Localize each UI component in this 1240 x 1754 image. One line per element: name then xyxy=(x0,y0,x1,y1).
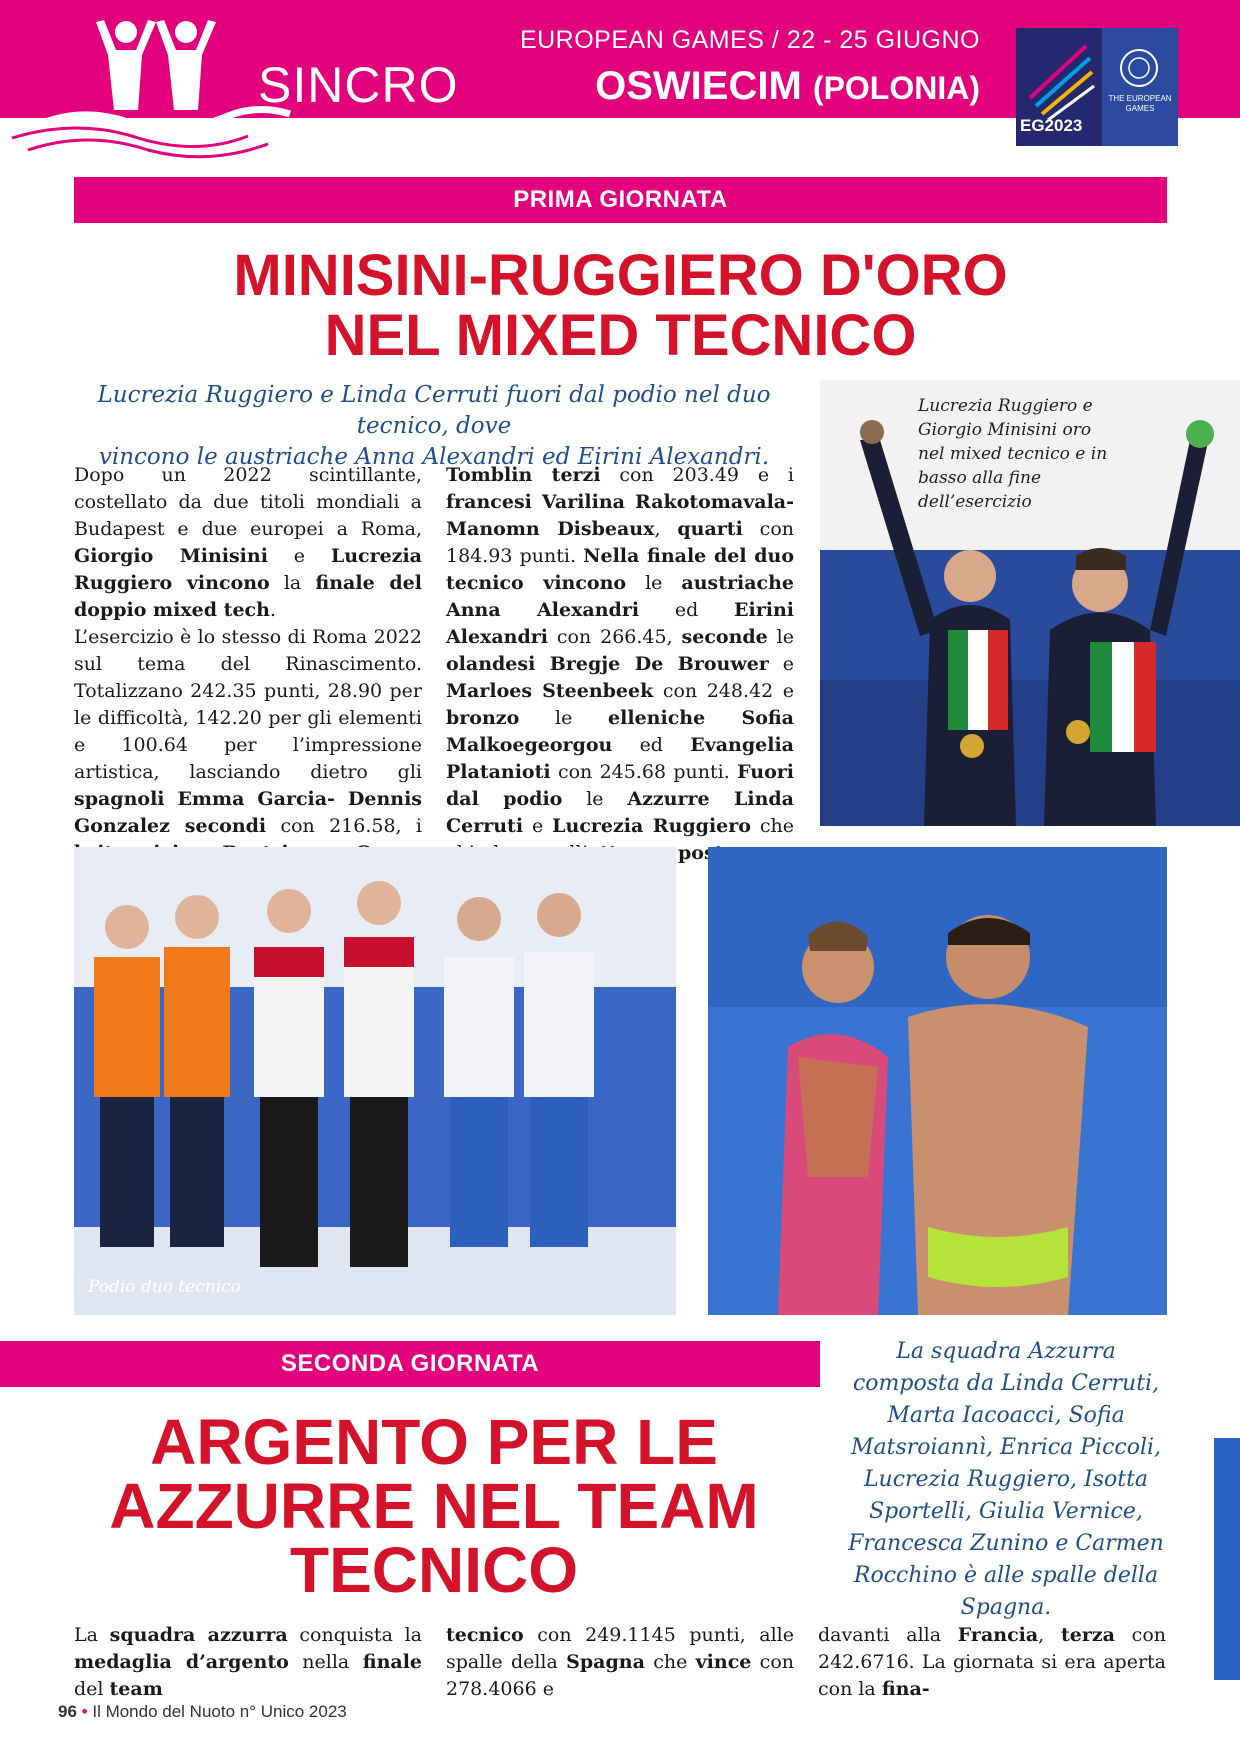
bold-text-run: team xyxy=(109,1678,163,1700)
day2-headline-line1: ARGENTO PER LE xyxy=(150,1406,718,1478)
text-run: le xyxy=(562,788,628,810)
sincro-logo xyxy=(8,10,298,160)
bold-text-run: Tomblin terzi xyxy=(446,464,601,486)
bold-text-run: francesi Varilina Rakotomavala-Manomn Disbeaux xyxy=(446,491,794,540)
bold-text-run: terza xyxy=(1060,1624,1115,1646)
day2-col2-paragraph xyxy=(446,1622,794,1703)
text-run: che xyxy=(759,815,795,837)
day1-column-2 xyxy=(446,462,794,894)
event-dates: EUROPEAN GAMES / 22 - 25 GIUGNO xyxy=(519,26,980,54)
day1-headline-line1: MINISINI-RUGGIERO D'ORO xyxy=(233,243,1008,308)
page-number: 96 xyxy=(58,1702,77,1721)
text-run: , xyxy=(654,518,678,540)
text-run: La xyxy=(74,1624,110,1646)
text-run: con 184.93 punti. xyxy=(446,518,794,567)
text-run: con 216.58, i xyxy=(266,815,422,837)
text-run: con 203.49 e i xyxy=(600,464,794,486)
text-run: del xyxy=(74,1678,110,1700)
text-run: . xyxy=(269,599,276,621)
text-run: davanti alla xyxy=(818,1624,958,1646)
bold-text-run: Nella finale del duo tecnico vincono xyxy=(446,545,794,594)
footer-separator: • xyxy=(81,1702,88,1721)
text-run: e xyxy=(768,653,794,675)
bold-text-run: tecnico xyxy=(446,1624,524,1646)
photo-gold-medalists xyxy=(820,380,1240,826)
bold-text-run: Eirini Alexandri xyxy=(446,599,794,648)
day2-col3-paragraph xyxy=(818,1622,1166,1703)
text-run: le xyxy=(519,707,609,729)
day2-column-3 xyxy=(818,1622,1166,1703)
day2-headline-line3: TECNICO xyxy=(290,1534,578,1606)
text-run: Dopo un 2022 scintillante, costellato da due titoli mondiali a Budapest e due europei a Roma, xyxy=(74,464,422,540)
bold-text-run: Fuori dal podio xyxy=(446,761,794,810)
bold-text-run: Evangelia Platanioti xyxy=(446,734,794,783)
team-caption: La squadra Azzurra composta da Linda Cerruti, Marta Iacoacci, Sofia Matsroiannì, Enrica Piccoli, Lucrezia Ruggiero, Isotta Sportelli, Giulia Vernice, Francesca Zunino e Carmen Rocchino è alle spalle della Spagna. xyxy=(848,1339,1164,1620)
day1-headline xyxy=(74,243,1167,368)
photo-gold-medalists-caption: Lucrezia Ruggiero e Giorgio Minisini oro nel mixed tecnico e in basso alla fine dell’esercizio xyxy=(918,396,1108,512)
day1-col2-paragraph xyxy=(446,462,794,894)
day1-subtitle xyxy=(74,380,794,473)
event-location xyxy=(595,64,980,109)
bold-text-run: finale xyxy=(362,1651,422,1673)
day2-headline-line2: AZZURRE NEL TEAM xyxy=(109,1470,759,1542)
day2-column-1 xyxy=(74,1622,422,1703)
text-run: nella xyxy=(288,1651,363,1673)
day1-column-1 xyxy=(74,462,422,894)
bold-text-run: seconde xyxy=(681,626,768,648)
photo-mixed-duet-celebration xyxy=(708,847,1167,1315)
text-run: la xyxy=(269,572,316,594)
bold-text-run: squadra azzurra xyxy=(109,1624,288,1646)
eg-logo-caption: THE EUROPEAN GAMES xyxy=(1108,94,1172,113)
day1-col1-paragraph1 xyxy=(74,462,422,624)
bold-text-run: vince xyxy=(695,1651,752,1673)
text-run: con 245.68 punti. xyxy=(550,761,738,783)
text-run: ed xyxy=(639,599,735,621)
day2-col1-paragraph xyxy=(74,1622,422,1703)
bold-text-run: finale del doppio mixed tech xyxy=(74,572,422,621)
photo-duo-podium-caption: Podio duo tecnico xyxy=(88,1277,241,1297)
section-title: SINCRO xyxy=(258,57,459,113)
event-country: (POLONIA) xyxy=(812,70,980,106)
text-run: conquista la xyxy=(287,1624,422,1646)
bold-text-run: Marloes Steenbeek xyxy=(446,680,654,702)
text-run: con 248.42 e xyxy=(653,680,794,702)
bold-text-run: Azzurre Linda Cerruti xyxy=(446,788,794,837)
text-run: e xyxy=(267,545,331,567)
bold-text-run: Francia xyxy=(957,1624,1039,1646)
day1-section-label: PRIMA GIORNATA xyxy=(513,186,728,213)
text-run: le xyxy=(767,626,794,648)
text-run: ed xyxy=(612,734,691,756)
day1-section-bar xyxy=(74,177,1167,223)
bold-text-run: quarti xyxy=(677,518,743,540)
bold-text-run: spagnoli Emma Garcia- Dennis Gonzalez secondi xyxy=(74,788,422,837)
bold-text-run: Spagna xyxy=(566,1651,645,1673)
text-run: con 266.45, xyxy=(548,626,682,648)
bold-text-run: olandesi Bregje De Brouwer xyxy=(446,653,769,675)
text-run: con 278.4066 e xyxy=(446,1651,795,1700)
eg-logo-text: EG2023 xyxy=(1020,116,1083,135)
photo-mixed-duet-art xyxy=(708,847,1167,1315)
day1-subtitle-line1: Lucrezia Ruggiero e Linda Cerruti fuori dal podio nel duo tecnico, dove xyxy=(97,382,771,440)
publication-name: Il Mondo del Nuoto n° Unico 2023 xyxy=(92,1702,347,1721)
bold-text-run: fina- xyxy=(881,1678,930,1700)
page-footer xyxy=(58,1702,347,1722)
bold-text-run: austriache Anna Alexandri xyxy=(446,572,794,621)
day2-section-bar xyxy=(0,1341,820,1387)
bold-text-run: bronzo xyxy=(446,707,520,729)
day2-column-2 xyxy=(446,1622,794,1703)
text-run: le xyxy=(626,572,682,594)
bold-text-run: medaglia d’argento xyxy=(74,1651,289,1673)
text-run: con 242.6716. La giornata si era aperta con la xyxy=(818,1624,1166,1700)
bold-text-run: Giorgio Minisini xyxy=(74,545,268,567)
photo-edge-partial xyxy=(1214,1438,1240,1680)
event-city: OSWIECIM xyxy=(595,64,802,108)
bold-text-run: Lucrezia Ruggiero vincono xyxy=(74,545,422,594)
text-run: che xyxy=(644,1651,696,1673)
day1-subtitle-line2: vincono le austriache Anna Alexandri ed Eirini Alexandri. xyxy=(98,444,770,471)
bold-text-run: Lucrezia Ruggiero xyxy=(552,815,751,837)
bold-text-run: elleniche Sofia Malkoegeorgou xyxy=(446,707,794,756)
text-run: e xyxy=(523,815,553,837)
photo-duo-podium xyxy=(74,847,676,1315)
day1-headline-line2: NEL MIXED TECNICO xyxy=(324,302,917,368)
european-games-logo xyxy=(1016,28,1178,146)
photo-duo-podium-art xyxy=(74,847,676,1315)
text-run: L’esercizio è lo stesso di Roma 2022 sul tema del Rinascimento. Totalizzano 242.35 punti, 28.90 per le difficoltà, 142.20 per gli elementi e 100.64 per l’impressione artistica, lasciando dietro gli xyxy=(74,626,422,783)
day2-headline xyxy=(74,1406,794,1606)
day2-section-label: SECONDA GIORNATA xyxy=(280,1350,540,1377)
text-run: , xyxy=(1038,1624,1061,1646)
text-run: con 249.1145 punti, alle spalle della xyxy=(446,1624,794,1673)
